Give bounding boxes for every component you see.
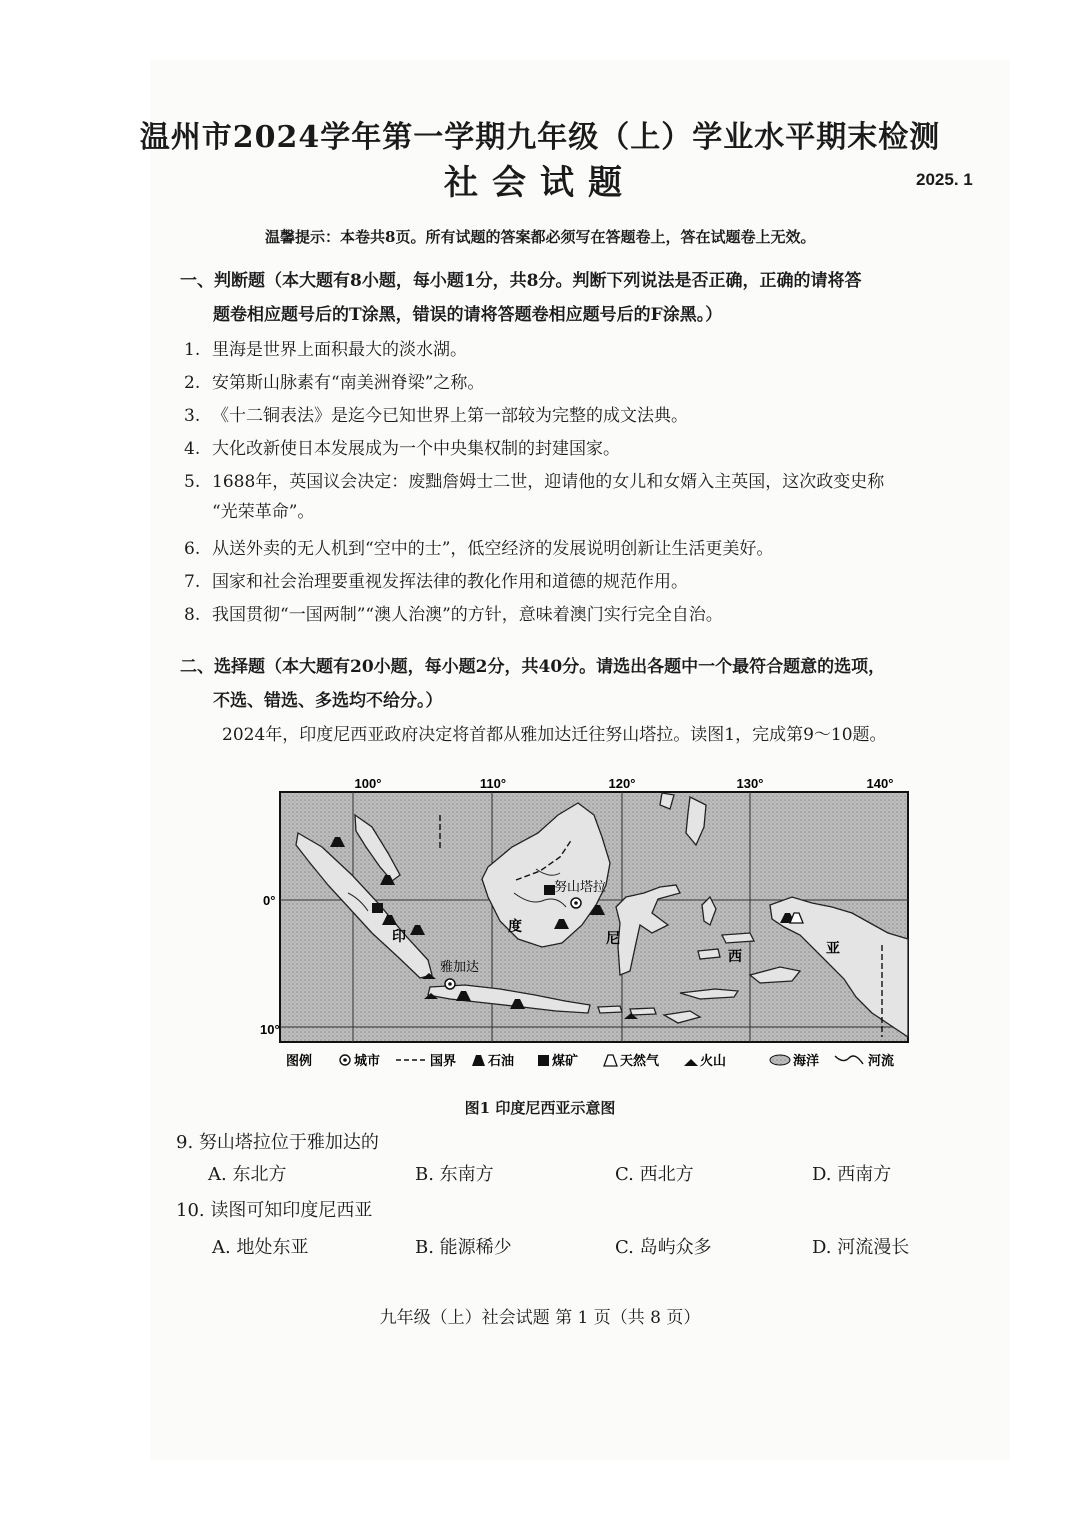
svg-text:西: 西: [728, 949, 742, 965]
question-9-option: D. 西南方: [812, 1164, 892, 1185]
section2-heading: [180, 650, 990, 718]
svg-text:图例: 图例: [286, 1054, 313, 1069]
svg-text:印: 印: [392, 929, 406, 945]
question-5: 5. 1688年，英国议会决定：废黜詹姆士二世，迎请他的女儿和女婿入主英国，这次政变史称 “光荣革命”。: [184, 472, 885, 522]
svg-text:亚: 亚: [826, 941, 840, 957]
section2-heading-line1: 二、选择题（本大题有20小题，每小题2分，共40分。请选出各题中一个最符合题意的选项，: [180, 657, 886, 677]
svg-text:努山塔拉: 努山塔拉: [554, 880, 607, 895]
section1-heading-line2: 题卷相应题号后的T涂黑，错误的请将答题卷相应题号后的F涂黑。）: [213, 305, 723, 325]
island: [630, 1008, 656, 1015]
svg-text:国界: 国界: [430, 1054, 457, 1069]
question-9-stem: 9. 努山塔拉位于雅加达的: [176, 1132, 379, 1153]
question-9-option: A. 东北方: [208, 1164, 287, 1185]
map-svg: [260, 775, 920, 1075]
legend-gas-icon: [604, 1055, 617, 1066]
island: [598, 1006, 622, 1013]
exam-date: 2025. 1: [916, 170, 973, 189]
section2-heading-line2: 不选、错选、多选均不给分。）: [213, 691, 443, 711]
svg-text:海洋: 海洋: [793, 1054, 820, 1069]
question-10-option: C. 岛屿众多: [615, 1237, 712, 1258]
page-footer: 九年级（上）社会试题 第 1 页（共 8 页）: [379, 1308, 701, 1328]
island: [722, 933, 754, 943]
question-9-option: C. 西北方: [615, 1164, 694, 1185]
question-4: 4. 大化改新使日本发展成为一个中央集权制的封建国家。: [184, 439, 620, 459]
question-10-option: B. 能源稀少: [415, 1237, 512, 1258]
question-1: 1. 里海是世界上面积最大的淡水湖。: [184, 340, 467, 360]
map-caption: 图1 印度尼西亚示意图: [464, 1099, 616, 1117]
section2-intro: 2024年，印度尼西亚政府决定将首都从雅加达迁往努山塔拉。读图1，完成第9～10题。: [222, 725, 887, 745]
legend-volcano-icon: [684, 1059, 698, 1066]
svg-text:火山: 火山: [700, 1054, 727, 1069]
question-2: 2. 安第斯山脉素有“南美洲脊梁”之称。: [184, 373, 485, 393]
section1-heading: [180, 264, 990, 332]
question-8: 8. 我国贯彻“一国两制”“澳人治澳”的方针，意味着澳门实行完全自治。: [184, 605, 723, 625]
legend-sea-icon: [770, 1055, 790, 1065]
exam-subject: 社会试题: [444, 163, 636, 203]
question-9-option: B. 东南方: [415, 1164, 494, 1185]
svg-text:河流: 河流: [868, 1054, 895, 1069]
section1-heading-line1: 一、判断题（本大题有8小题，每小题1分，共8分。判断下列说法是否正确，正确的请将答: [180, 271, 862, 291]
exam-title: 温州市2024学年第一学期九年级（上）学业水平期末检测: [139, 120, 941, 155]
coal-icon: [372, 903, 383, 913]
latitude-label: 10°: [260, 1022, 280, 1037]
legend-coal-icon: [538, 1055, 549, 1066]
legend-oil-icon: [472, 1055, 485, 1066]
latitude-label: 0°: [263, 893, 276, 908]
question-7: 7. 国家和社会治理要重视发挥法律的教化作用和道德的规范作用。: [184, 572, 688, 592]
map-legend: [286, 1053, 894, 1069]
longitude-label: 100°: [354, 776, 382, 791]
longitude-label: 140°: [866, 776, 894, 791]
legend-river-icon: [835, 1056, 863, 1064]
longitude-label: 130°: [736, 776, 764, 791]
question-10-option: D. 河流漫长: [812, 1237, 910, 1258]
longitude-label: 110°: [479, 776, 507, 791]
svg-text:雅加达: 雅加达: [440, 960, 480, 975]
question-10-stem: 10. 读图可知印度尼西亚: [176, 1200, 373, 1221]
svg-text:度: 度: [508, 919, 522, 935]
svg-text:石油: 石油: [488, 1054, 515, 1069]
indonesia-map: [260, 775, 920, 1075]
question-10-option: A. 地处东亚: [212, 1237, 309, 1258]
exam-tip: 温馨提示：本卷共8页。所有试题的答案都必须写在答题卷上，答在试题卷上无效。: [265, 228, 816, 246]
svg-text:城市: 城市: [354, 1054, 381, 1069]
svg-text:天然气: 天然气: [620, 1054, 660, 1069]
question-6: 6. 从送外卖的无人机到“空中的士”，低空经济的发展说明创新让生活更美好。: [184, 539, 774, 559]
longitude-label: 120°: [608, 776, 636, 791]
island: [698, 949, 720, 959]
svg-text:煤矿: 煤矿: [552, 1054, 579, 1069]
question-3: 3. 《十二铜表法》是迄今已知世界上第一部较为完整的成文法典。: [184, 406, 688, 426]
svg-text:尼: 尼: [606, 931, 620, 947]
